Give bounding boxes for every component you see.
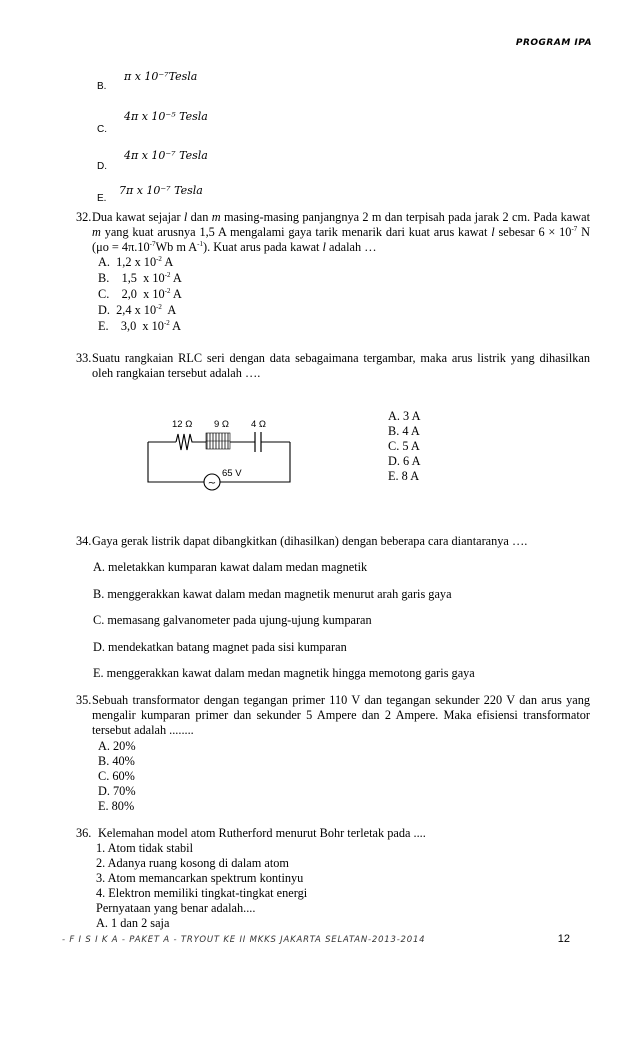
prev-option-value: π x 10⁻⁷Tesla	[124, 70, 198, 83]
option-a: A. 1,2 x $10^{-2}$ A	[98, 254, 174, 269]
rlc-circuit-diagram	[140, 410, 310, 495]
circuit-wire	[148, 442, 204, 482]
inductor-label: 9 Ω	[214, 419, 230, 430]
option-c: C. 60%	[98, 769, 135, 783]
question-number: 34.	[76, 534, 92, 548]
option-b: B. 4 A	[388, 424, 420, 438]
inductor-symbol	[206, 433, 230, 449]
resistor-label: 12 Ω	[172, 419, 193, 430]
capacitor-label: 4 Ω	[251, 419, 267, 430]
question-text: Dua kawat sejajar l dan m masing-masing panjangnya 2 m dan terpisah pada jarak 2 cm. Pada kawat m yang kuat arusnya 1,5 A mengalami gaya tarik menarik dari kuat arus kawat l sebesar $6 \times 10^{-7}$ N ($\mu o = 4\pi.10^{-7}Wb$ m $A^{-1}$). Kuat arus pada kawat l adalah …	[92, 210, 590, 255]
question-number: 33.	[76, 351, 92, 365]
statement-4: 4. Elektron memiliki tingkat-tingkat energi	[96, 886, 308, 900]
prev-option-label: C.	[97, 124, 107, 135]
question-text: Sebuah transformator dengan tegangan primer 110 V dan tegangan sekunder 220 V dan arus yang mengalir kumparan primer dan sekunder 5 Ampere dan 2 Ampere. Maka efisiensi transformator tersebut adalah ........	[92, 693, 590, 738]
option-e: E. 8 A	[388, 469, 420, 483]
option-b: B. 1,5 x $10^{-2}$ A	[98, 270, 182, 285]
source-voltage-label: 65 V	[222, 468, 242, 479]
option-a: A. 20%	[98, 739, 136, 753]
prev-option-value: 7π x 10⁻⁷ Tesla	[119, 184, 203, 197]
ac-source-tilde: ~	[207, 478, 217, 489]
option-a: A. 3 A	[388, 409, 421, 423]
option-d: D. 2,4 x $10^{-2}$ A	[98, 302, 177, 317]
page-number: 12	[557, 933, 570, 945]
option-e: E. 80%	[98, 799, 135, 813]
option-b: B. 40%	[98, 754, 135, 768]
option-d: D. 70%	[98, 784, 136, 798]
question-text: Kelemahan model atom Rutherford menurut Bohr terletak pada ....	[98, 826, 426, 840]
resistor-symbol	[176, 434, 206, 450]
capacitor-symbol	[255, 432, 261, 452]
question-number: 32.	[76, 210, 92, 224]
prev-option-label: D.	[97, 161, 107, 172]
question-text: Suatu rangkaian RLC seri dengan data sebagaimana tergambar, maka arus listrik yang dihasilkan oleh rangkaian tersebut adalah ….	[92, 351, 590, 381]
option-c: C. memasang galvanometer pada ujung-ujung kumparan	[93, 613, 372, 627]
option-d: D. mendekatkan batang magnet pada sisi kumparan	[93, 640, 347, 654]
option-a: A. 1 dan 2 saja	[96, 916, 170, 930]
prev-option-value: 4π x 10⁻⁷ Tesla	[124, 149, 208, 162]
option-d: D. 6 A	[388, 454, 421, 468]
option-a: A. meletakkan kumparan kawat dalam medan magnetik	[93, 560, 368, 574]
page-footer: - F I S I K A - PAKET A - TRYOUT KE II MKKS JAKARTA SELATAN-2013-2014	[62, 935, 426, 945]
statement-1: 1. Atom tidak stabil	[96, 841, 194, 855]
option-e: E. menggerakkan kawat dalam medan magnetik hingga memotong garis gaya	[93, 666, 475, 680]
option-b: B. menggerakkan kawat dalam medan magnetik menurut arah garis gaya	[93, 587, 452, 601]
question-text: Gaya gerak listrik dapat dibangkitkan (dihasilkan) dengan beberapa cara diantaranya ….	[92, 534, 528, 548]
option-c: C. 2,0 x $10^{-2}$ A	[98, 286, 182, 301]
prev-option-value: 4π x 10⁻⁵ Tesla	[124, 110, 208, 123]
option-e: E. 3,0 x $10^{-2}$ A	[98, 318, 182, 333]
prev-option-label: B.	[97, 81, 107, 92]
question-number: 35.	[76, 693, 92, 707]
question-prompt: Pernyataan yang benar adalah....	[96, 901, 256, 915]
question-number: 36.	[76, 826, 92, 840]
statement-2: 2. Adanya ruang kosong di dalam atom	[96, 856, 289, 870]
prev-option-label: E.	[97, 193, 107, 204]
page-header: PROGRAM IPA	[515, 38, 592, 48]
option-c: C. 5 A	[388, 439, 420, 453]
statement-3: 3. Atom memancarkan spektrum kontinyu	[96, 871, 304, 885]
